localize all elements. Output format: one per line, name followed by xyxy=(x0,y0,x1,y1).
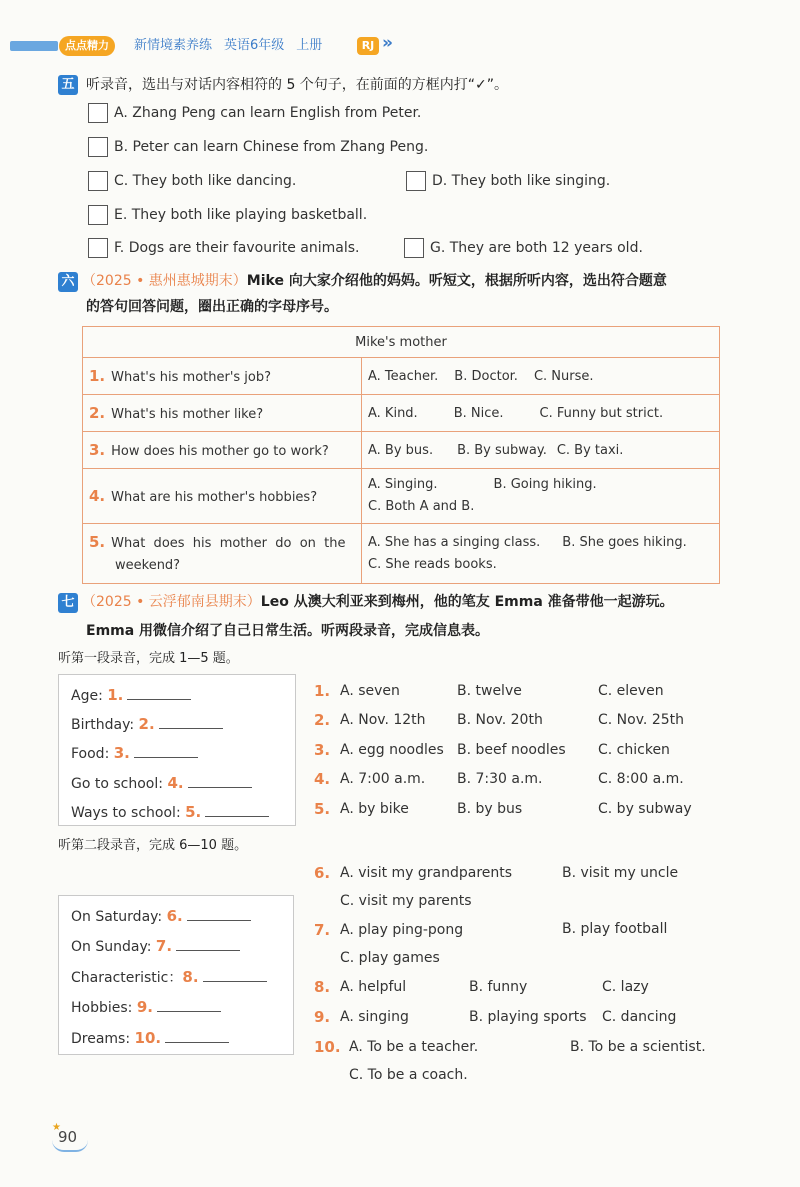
star-icon: ★ xyxy=(52,1122,61,1133)
table-title: Mike's mother xyxy=(83,327,720,358)
choice-c[interactable]: C. chicken xyxy=(598,742,670,758)
checkbox-a[interactable] xyxy=(88,103,108,123)
field-label: On Saturday: xyxy=(71,909,163,925)
answer-row xyxy=(314,1037,341,1058)
field-label: Hobbies: xyxy=(71,1000,133,1016)
checkbox-b[interactable] xyxy=(88,137,108,157)
answer-cell xyxy=(362,524,720,584)
field-number: 1. xyxy=(107,686,124,704)
page-number: 90 xyxy=(58,1128,78,1146)
field-number: 6. xyxy=(166,907,183,925)
answer-number: 2. xyxy=(314,711,331,729)
part-2-label: 听第二段录音，完成 6—10 题。 xyxy=(58,838,248,853)
choice-b[interactable]: B. twelve xyxy=(457,683,522,699)
answer-number: 9. xyxy=(314,1008,331,1026)
option-f xyxy=(88,238,359,258)
choice-b[interactable]: B. visit my uncle xyxy=(562,865,679,881)
field-hobbies xyxy=(71,997,221,1018)
answer-number: 10. xyxy=(314,1038,341,1056)
choice-b[interactable]: B. Nov. 20th xyxy=(457,712,543,728)
answer-cell xyxy=(362,432,720,469)
answer-row xyxy=(314,681,330,702)
answer-blank[interactable] xyxy=(187,906,251,921)
field-label: Age: xyxy=(71,688,103,704)
answer-blank[interactable] xyxy=(127,685,191,700)
answer-a[interactable]: A. Kind. xyxy=(368,405,418,421)
option-e xyxy=(88,205,367,225)
choice-c[interactable]: C. lazy xyxy=(602,979,649,995)
answer-b[interactable]: B. Nice. xyxy=(453,405,504,421)
question-number: 5. xyxy=(89,532,106,551)
answer-row xyxy=(314,1007,330,1028)
choice-b[interactable]: B. playing sports xyxy=(469,1009,587,1025)
field-label: Go to school: xyxy=(71,776,163,792)
section-7-instruction-line2: Emma 用微信介绍了自己日常生活。听两段录音，完成信息表。 xyxy=(86,623,490,639)
section-6-instruction-line2: 的答句回答问题，圈出正确的字母序号。 xyxy=(86,299,338,315)
section-5-badge: 五 xyxy=(58,75,78,95)
question-cell xyxy=(83,358,362,395)
choice-c[interactable]: C. 8:00 a.m. xyxy=(598,771,684,787)
option-b xyxy=(88,137,428,157)
question-number: 4. xyxy=(89,487,106,505)
answer-row xyxy=(314,977,330,998)
choice-a[interactable]: A. by bike xyxy=(340,801,409,817)
table-row xyxy=(83,524,720,584)
answer-cell xyxy=(362,395,720,432)
choice-b[interactable]: B. by bus xyxy=(457,801,523,817)
section-6-badge: 六 xyxy=(58,272,78,292)
field-number: 9. xyxy=(136,998,153,1016)
choice-a[interactable]: A. 7:00 a.m. xyxy=(340,771,426,787)
answer-blank[interactable] xyxy=(134,743,198,758)
choice-a[interactable]: A. visit my grandparents xyxy=(340,865,513,881)
answer-a[interactable]: A. She has a singing class. xyxy=(368,534,541,550)
option-f-text: F. Dogs are their favourite animals. xyxy=(114,240,360,256)
table-row xyxy=(83,358,720,395)
field-on-saturday xyxy=(71,906,251,927)
question-cell xyxy=(83,395,362,432)
option-g xyxy=(404,238,643,258)
field-label: Characteristic： xyxy=(71,970,183,986)
field-dreams xyxy=(71,1028,229,1049)
choice-a[interactable]: A. To be a teacher. xyxy=(349,1039,479,1055)
option-a xyxy=(88,103,421,123)
answer-blank[interactable] xyxy=(157,997,221,1012)
question-text: How does his mother go to work? xyxy=(111,444,329,459)
part-1-label: 听第一段录音，完成 1—5 题。 xyxy=(58,651,239,666)
section-7-instruction-line1: Leo 从澳大利亚来到梅州，他的笔友 Emma 准备带他一起游玩。 xyxy=(260,594,674,610)
answer-row xyxy=(314,710,330,731)
field-number: 4. xyxy=(167,774,184,792)
header-volume: 上册 xyxy=(296,38,323,53)
field-birthday xyxy=(71,714,223,735)
field-label: Birthday: xyxy=(71,717,135,733)
answer-blank[interactable] xyxy=(176,936,240,951)
answer-b[interactable]: B. By subway. xyxy=(457,442,547,458)
question-number: 1. xyxy=(89,367,106,385)
choice-b[interactable]: B. funny xyxy=(469,979,528,995)
checkbox-d[interactable] xyxy=(406,171,426,191)
question-text: What are his mother's hobbies? xyxy=(111,490,318,505)
answer-number: 8. xyxy=(314,978,331,996)
answer-c[interactable]: C. Nurse. xyxy=(533,368,594,384)
section-7-badge: 七 xyxy=(58,593,78,613)
checkbox-f[interactable] xyxy=(88,238,108,258)
field-label: On Sunday: xyxy=(71,939,152,955)
question-text: What does his mother do on the xyxy=(111,535,346,551)
choice-a[interactable]: A. helpful xyxy=(340,979,407,995)
field-label: Food: xyxy=(71,746,110,762)
checkbox-c[interactable] xyxy=(88,171,108,191)
choice-c[interactable]: C. by subway xyxy=(598,801,692,817)
choice-a[interactable]: A. seven xyxy=(340,683,400,699)
option-e-text: E. They both like playing basketball. xyxy=(114,207,368,223)
answer-cell xyxy=(362,469,720,524)
header-decor-bar xyxy=(10,41,58,51)
question-cell xyxy=(83,469,362,524)
answer-row xyxy=(314,863,330,884)
section-7-source: （2025 • 云浮郁南县期末） xyxy=(82,594,261,610)
choice-b[interactable]: B. 7:30 a.m. xyxy=(457,771,543,787)
answer-number: 5. xyxy=(314,800,331,818)
field-number: 5. xyxy=(185,803,202,821)
field-number: 10. xyxy=(134,1029,162,1047)
question-text-cont: weekend? xyxy=(115,557,181,573)
choice-c[interactable]: C. To be a coach. xyxy=(349,1067,468,1083)
answer-row xyxy=(314,740,330,761)
option-g-text: G. They are both 12 years old. xyxy=(430,240,643,256)
field-number: 3. xyxy=(113,744,130,762)
answer-number: 7. xyxy=(314,921,331,939)
answer-a[interactable]: A. Singing. xyxy=(368,477,438,492)
section-5-instruction: 听录音，选出与对话内容相符的 5 个句子，在前面的方框内打“✓”。 xyxy=(86,77,509,93)
mother-table xyxy=(82,326,720,584)
info-box-2 xyxy=(58,895,294,1055)
question-text: What's his mother's job? xyxy=(111,370,272,385)
choice-c[interactable]: C. eleven xyxy=(598,683,664,699)
answer-number: 1. xyxy=(314,682,331,700)
table-row xyxy=(83,395,720,432)
info-box-1 xyxy=(58,674,296,826)
series-logo: 点点精力 xyxy=(59,36,115,56)
field-number: 8. xyxy=(182,968,199,986)
answer-b[interactable]: B. She goes hiking. xyxy=(562,534,687,550)
header-series: 新情境素养练 xyxy=(134,38,213,53)
choice-b[interactable]: B. To be a scientist. xyxy=(570,1039,706,1055)
field-number: 2. xyxy=(138,715,155,733)
section-6-instruction xyxy=(82,270,667,292)
answer-row xyxy=(314,769,330,790)
section-7-instruction xyxy=(82,591,674,613)
choice-c[interactable]: C. Nov. 25th xyxy=(598,712,684,728)
choice-a[interactable]: A. egg noodles xyxy=(340,742,444,758)
field-food xyxy=(71,743,198,764)
option-d-text: D. They both like singing. xyxy=(432,173,611,189)
field-age xyxy=(71,685,191,706)
header-text xyxy=(134,36,334,56)
question-number: 2. xyxy=(89,404,106,422)
section-6-source: （2025 • 惠州惠城期末） xyxy=(82,273,247,289)
option-c-text: C. They both like dancing. xyxy=(114,173,297,189)
checkbox-g[interactable] xyxy=(404,238,424,258)
answer-blank[interactable] xyxy=(205,802,269,817)
choice-a[interactable]: A. singing xyxy=(340,1009,409,1025)
answer-row xyxy=(314,920,330,941)
table-title-row xyxy=(83,327,720,358)
answer-a[interactable]: A. Teacher. xyxy=(368,368,439,384)
header-subject: 英语6年级 xyxy=(224,38,285,53)
question-number: 3. xyxy=(89,441,106,459)
answer-c[interactable]: C. By taxi. xyxy=(556,442,624,458)
option-a-text: A. Zhang Peng can learn English from Peter. xyxy=(114,105,422,121)
answer-b[interactable]: B. Doctor. xyxy=(454,368,518,384)
choice-a[interactable]: A. Nov. 12th xyxy=(340,712,426,728)
option-c xyxy=(88,171,296,191)
section-6-instruction-line1: Mike 向大家介绍他的妈妈。听短文，根据所听内容，选出符合题意 xyxy=(246,273,667,289)
answer-blank[interactable] xyxy=(159,714,223,729)
option-b-text: B. Peter can learn Chinese from Zhang Peng. xyxy=(114,139,429,155)
answer-number: 4. xyxy=(314,770,331,788)
double-chevron-icon: » xyxy=(382,33,393,53)
answer-c[interactable]: C. Funny but strict. xyxy=(539,405,664,421)
answer-c[interactable]: C. Both A and B. xyxy=(368,499,475,514)
field-go-to-school xyxy=(71,773,252,794)
answer-c[interactable]: C. She reads books. xyxy=(368,556,497,572)
answer-b[interactable]: B. Going hiking. xyxy=(493,477,597,492)
checkbox-e[interactable] xyxy=(88,205,108,225)
table-row xyxy=(83,432,720,469)
field-on-sunday xyxy=(71,936,240,957)
field-ways-to-school xyxy=(71,802,269,823)
answer-number: 6. xyxy=(314,864,331,882)
answer-cell xyxy=(362,358,720,395)
choice-c[interactable]: C. visit my parents xyxy=(340,893,472,909)
choice-a[interactable]: A. play ping-pong xyxy=(340,922,464,938)
question-cell xyxy=(83,432,362,469)
choice-b[interactable]: B. beef noodles xyxy=(457,742,566,758)
answer-blank[interactable] xyxy=(165,1028,229,1043)
edition-badge: RJ xyxy=(357,37,379,55)
table-row xyxy=(83,469,720,524)
choice-b[interactable]: B. play football xyxy=(562,921,668,937)
answer-row xyxy=(314,799,330,820)
answer-a[interactable]: A. By bus. xyxy=(368,442,434,458)
answer-blank[interactable] xyxy=(203,967,267,982)
question-text: What's his mother like? xyxy=(111,407,264,422)
field-label: Ways to school: xyxy=(71,805,181,821)
option-d xyxy=(406,171,610,191)
answer-blank[interactable] xyxy=(188,773,252,788)
answer-number: 3. xyxy=(314,741,331,759)
field-number: 7. xyxy=(155,937,173,955)
choice-c[interactable]: C. play games xyxy=(340,950,440,966)
choice-c[interactable]: C. dancing xyxy=(602,1009,677,1025)
question-cell xyxy=(83,524,362,584)
field-label: Dreams: xyxy=(71,1031,131,1047)
field-characteristic xyxy=(71,967,267,988)
